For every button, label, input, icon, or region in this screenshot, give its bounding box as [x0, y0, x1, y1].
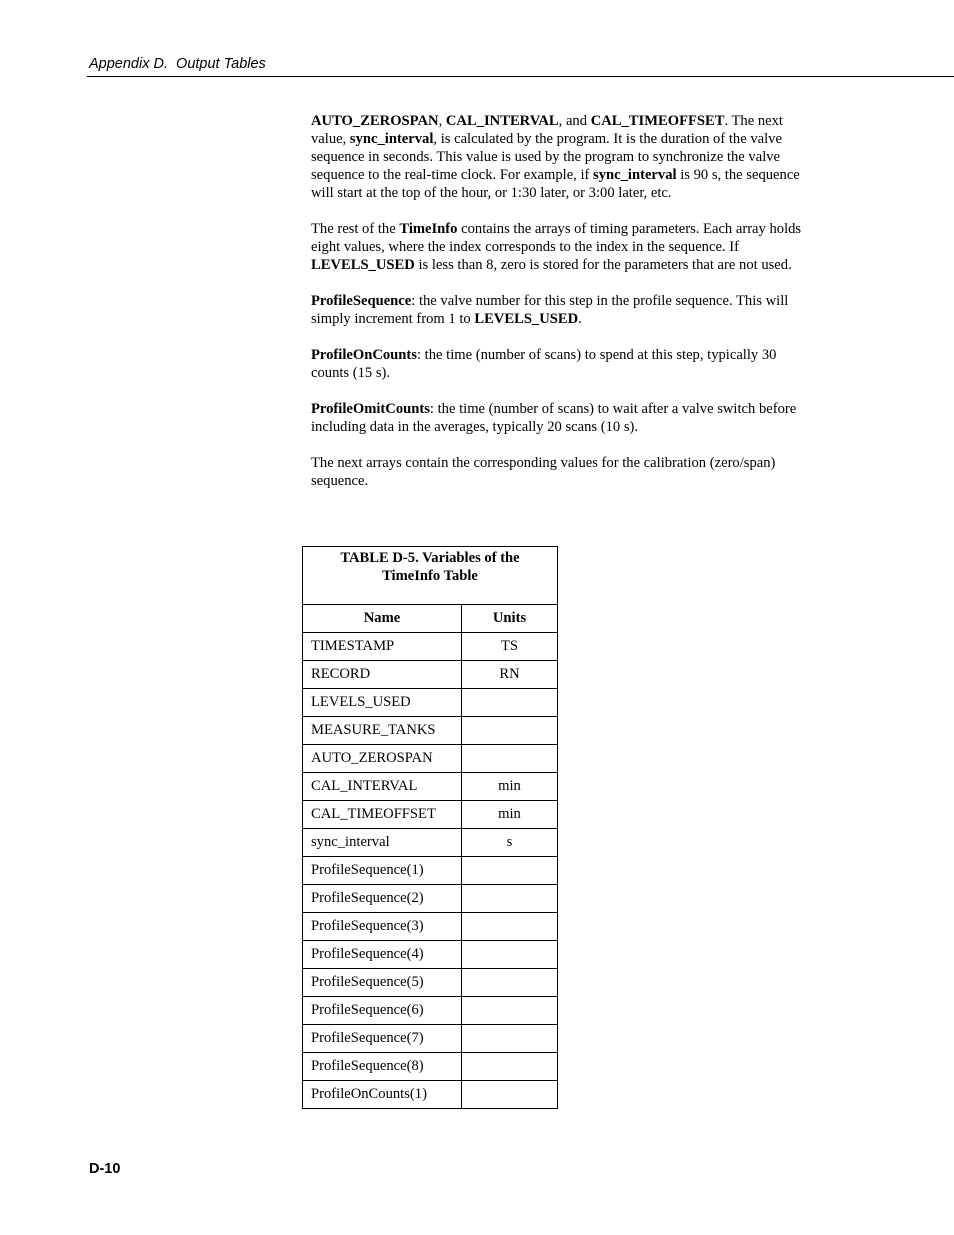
variable-name-cell: TIMESTAMP — [303, 633, 462, 661]
table-row — [303, 997, 558, 1025]
table-row — [303, 1025, 558, 1053]
text-run: is 90 s, the sequence will start at the top of the hour, or 1:30 later, or 3:00 later, etc. — [311, 167, 800, 201]
variable-units-cell — [462, 969, 558, 997]
bold-term: CAL_TIMEOFFSET — [590, 113, 725, 129]
table-row — [303, 1081, 558, 1109]
page-number: D-10 — [89, 1161, 121, 1177]
bold-term: TimeInfo — [399, 221, 458, 237]
variable-units-cell — [462, 1081, 558, 1109]
text-run: The next arrays contain the corresponding values for the calibration (zero/span) sequence. — [311, 455, 776, 489]
variable-units-cell — [462, 717, 558, 745]
variable-name-cell: CAL_INTERVAL — [303, 773, 462, 801]
variable-units-cell — [462, 941, 558, 969]
table-row — [303, 661, 558, 689]
paragraph — [311, 454, 811, 490]
bold-term: AUTO_ZEROSPAN — [311, 113, 439, 129]
variable-name-cell: ProfileSequence(7) — [303, 1025, 462, 1053]
bold-term: ProfileOmitCounts — [311, 401, 430, 417]
table-row — [303, 969, 558, 997]
bold-term: sync_interval — [349, 131, 434, 147]
variable-name-cell: ProfileSequence(2) — [303, 885, 462, 913]
variable-units-cell — [462, 689, 558, 717]
table-caption: TABLE D-5. Variables of the TimeInfo Table — [340, 550, 520, 584]
table-row — [303, 829, 558, 857]
table-row — [303, 633, 558, 661]
table-row — [303, 857, 558, 885]
table-row — [303, 689, 558, 717]
variable-units-cell: s — [462, 829, 558, 857]
table-row — [303, 745, 558, 773]
table-header-row — [303, 605, 558, 633]
variable-name-cell: ProfileSequence(8) — [303, 1053, 462, 1081]
bold-term: LEVELS_USED — [474, 311, 579, 327]
variable-name-cell: ProfileSequence(4) — [303, 941, 462, 969]
table-row — [303, 801, 558, 829]
variable-name-cell: ProfileSequence(3) — [303, 913, 462, 941]
variable-units-cell — [462, 745, 558, 773]
running-header: Appendix D. Output Tables — [89, 56, 266, 72]
bold-term: sync_interval — [593, 167, 677, 183]
text-run: contains the arrays of timing parameters. Each array holds eight values, where the index corresponds to the index in the sequence. If — [311, 221, 802, 255]
variable-units-cell — [462, 885, 558, 913]
bold-term: ProfileOnCounts — [311, 347, 417, 363]
variable-name-cell: AUTO_ZEROSPAN — [303, 745, 462, 773]
table-row — [303, 1053, 558, 1081]
body-text — [311, 112, 811, 508]
paragraph — [311, 400, 811, 436]
text-run: is less than 8, zero is stored for the parameters that are not used. — [414, 257, 792, 273]
variable-name-cell: CAL_TIMEOFFSET — [303, 801, 462, 829]
table-row — [303, 941, 558, 969]
variable-units-cell — [462, 997, 558, 1025]
table-row — [303, 913, 558, 941]
variable-units-cell — [462, 857, 558, 885]
text-run: , — [438, 113, 446, 129]
variable-name-cell: ProfileSequence(5) — [303, 969, 462, 997]
table-caption-cell — [303, 547, 558, 605]
bold-term: CAL_INTERVAL — [445, 113, 559, 129]
table-row — [303, 885, 558, 913]
variables-table — [302, 546, 558, 1109]
paragraph — [311, 220, 811, 274]
column-header-name: Name — [303, 605, 462, 633]
paragraph — [311, 346, 811, 382]
table-row — [303, 773, 558, 801]
text-run: . The next value, — [311, 113, 783, 147]
bold-term: ProfileSequence — [311, 293, 412, 309]
variable-name-cell: ProfileSequence(6) — [303, 997, 462, 1025]
variable-units-cell: RN — [462, 661, 558, 689]
variable-name-cell: MEASURE_TANKS — [303, 717, 462, 745]
column-header-units: Units — [462, 605, 558, 633]
variable-units-cell: min — [462, 773, 558, 801]
variable-name-cell: LEVELS_USED — [303, 689, 462, 717]
variable-units-cell — [462, 913, 558, 941]
paragraph — [311, 292, 811, 328]
variable-name-cell: sync_interval — [303, 829, 462, 857]
header-rule — [87, 76, 954, 77]
text-run: : the time (number of scans) to spend at this step, typically 30 counts (15 s). — [311, 347, 777, 381]
text-run: : the time (number of scans) to wait after a valve switch before including data in the averages, typically 20 scans (10 s). — [311, 401, 797, 435]
variable-name-cell: ProfileOnCounts(1) — [303, 1081, 462, 1109]
table-body — [303, 633, 558, 1109]
text-run: : the valve number for this step in the profile sequence. This will simply increment from 1 to — [311, 293, 789, 327]
variable-name-cell: ProfileSequence(1) — [303, 857, 462, 885]
text-run: , is calculated by the program. It is the duration of the valve sequence in seconds. This value is used by the program to synchronize the valve sequence to the real-time clock. For example, if — [311, 131, 782, 183]
variable-units-cell: TS — [462, 633, 558, 661]
variable-units-cell: min — [462, 801, 558, 829]
variable-name-cell: RECORD — [303, 661, 462, 689]
table-row — [303, 717, 558, 745]
variable-units-cell — [462, 1053, 558, 1081]
bold-term: LEVELS_USED — [311, 257, 415, 273]
paragraph — [311, 112, 811, 202]
variable-units-cell — [462, 1025, 558, 1053]
text-run: The rest of the — [311, 221, 400, 237]
text-run: . — [578, 311, 582, 327]
text-run: , and — [558, 113, 591, 129]
